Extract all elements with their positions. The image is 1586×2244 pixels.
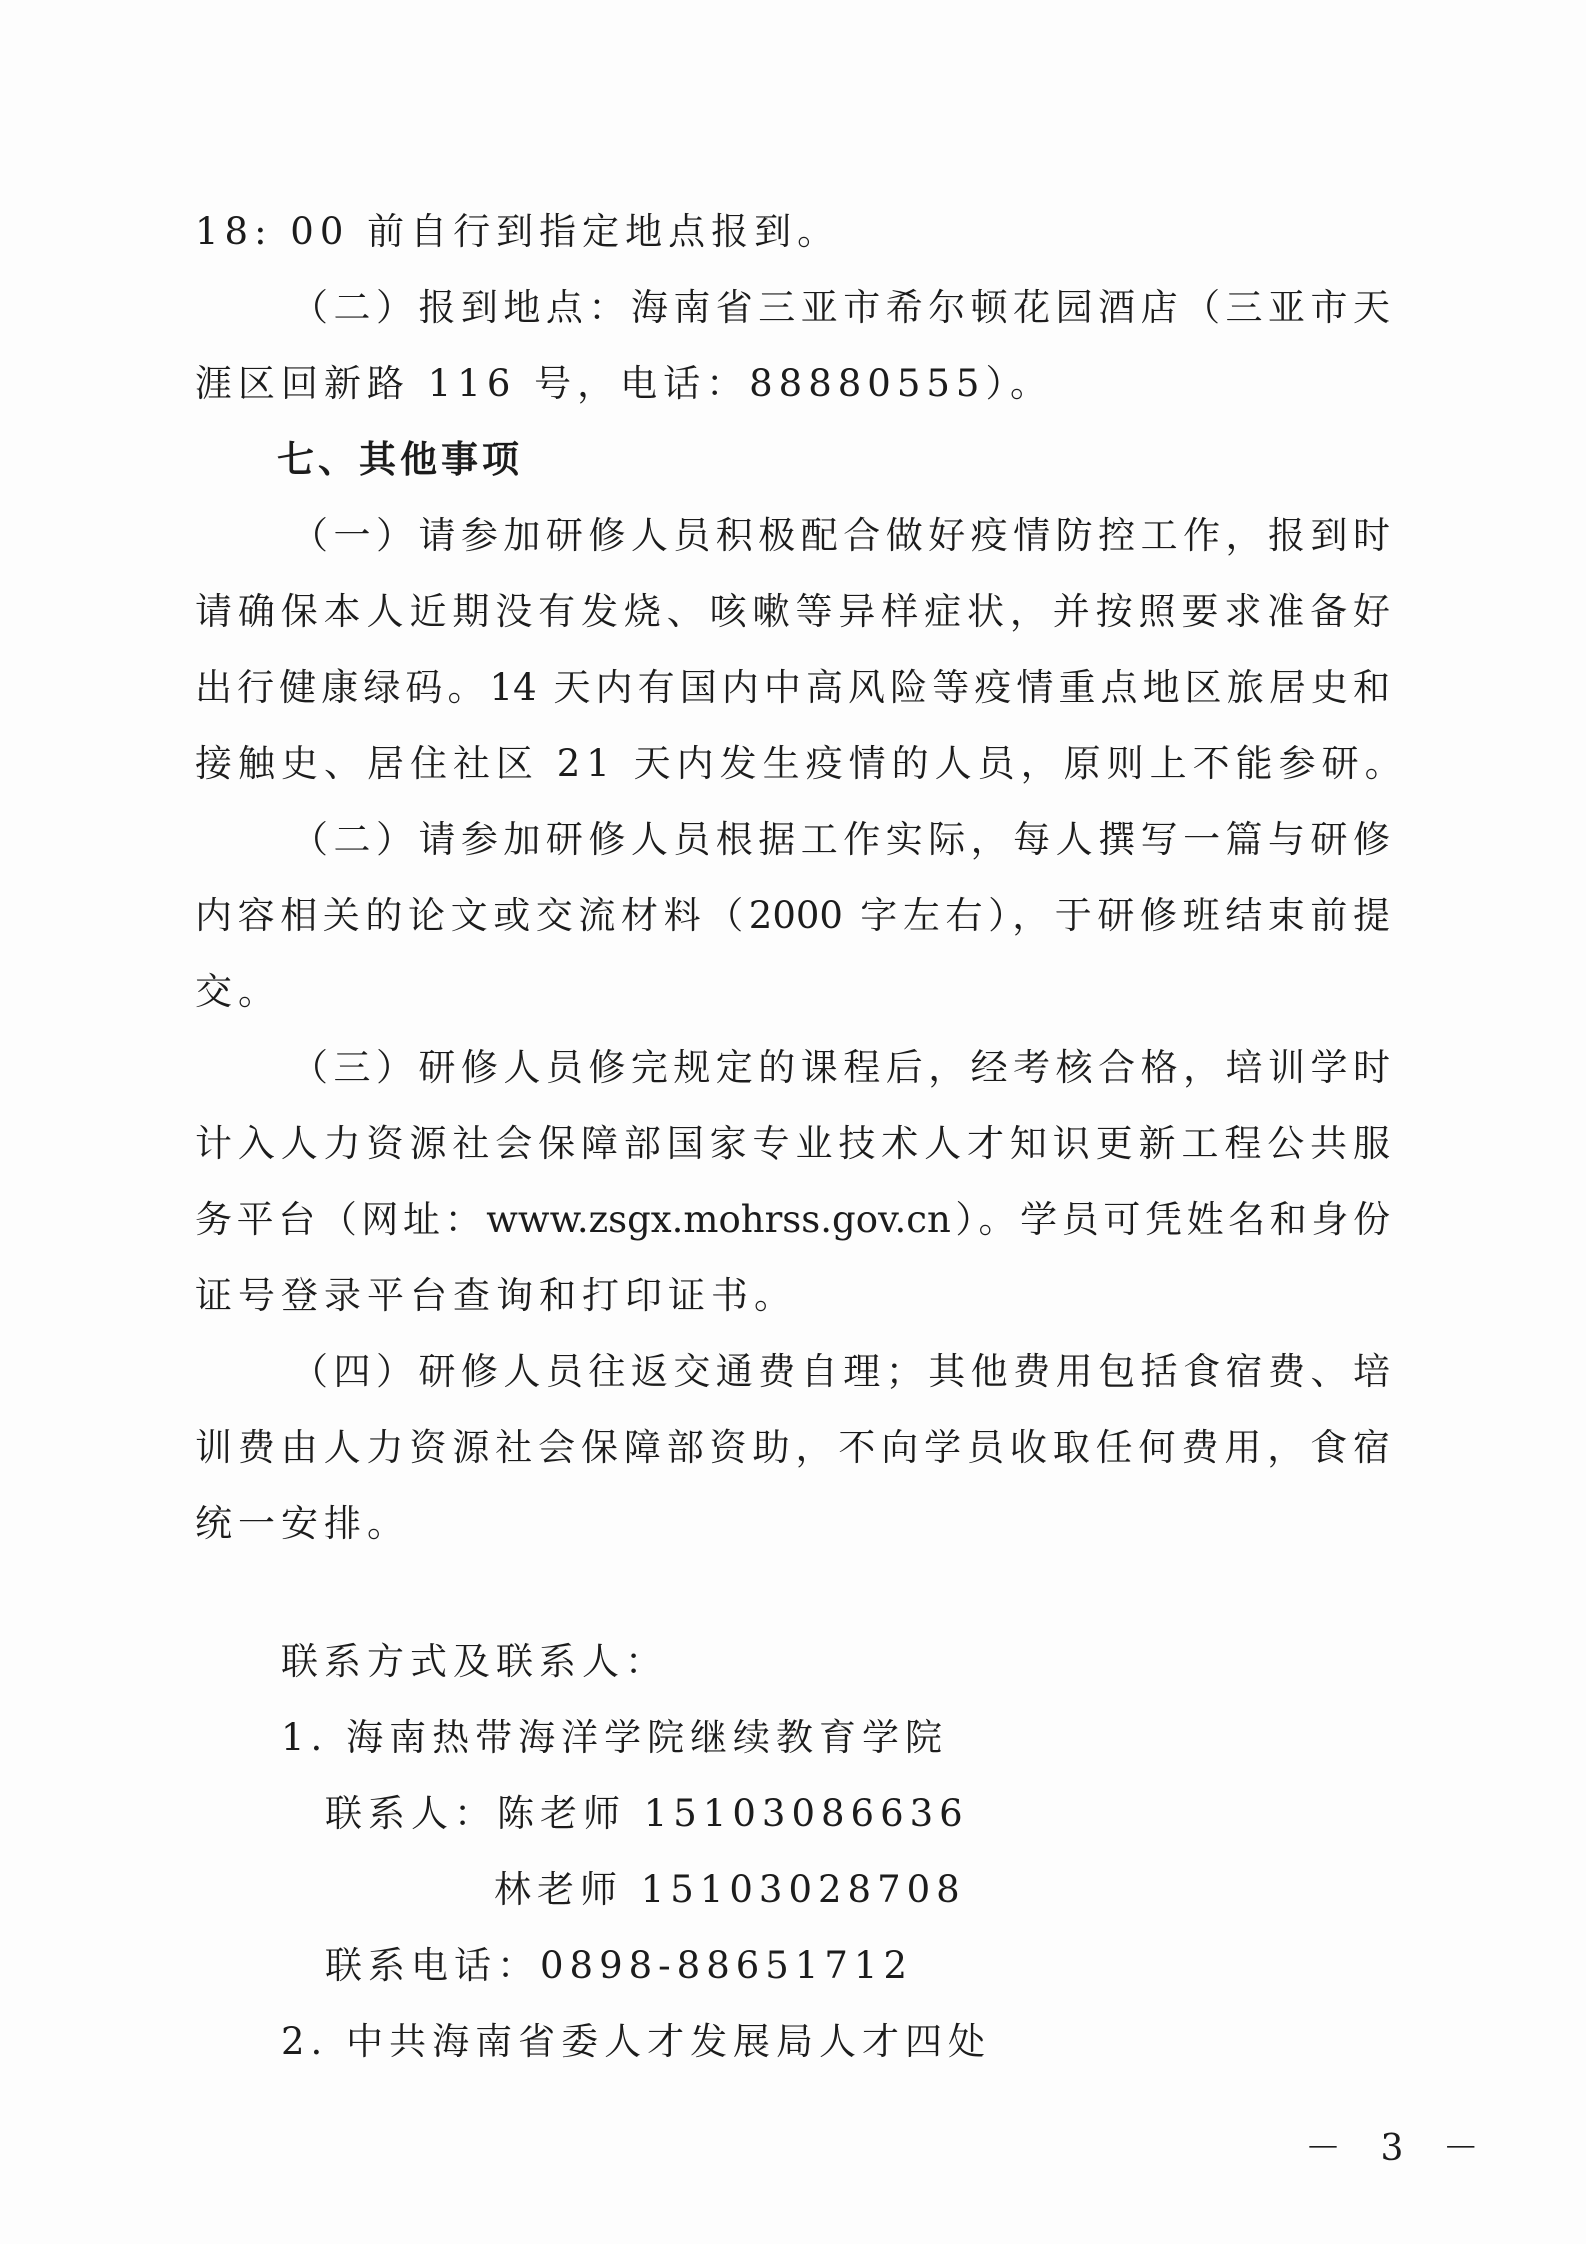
text-line-8: 接触史、居住社区 21 天内发生疫情的人员，原则上不能参研。: [195, 742, 1408, 785]
text-line-16: （四）研修人员往返交通费自理；其他费用包括食宿费、培: [291, 1350, 1390, 1393]
text-line-3: 涯区回新路 116 号，电话：88880555）。: [195, 362, 1053, 405]
text-line-6: 请确保本人近期没有发烧、咳嗽等异样症状，并按照要求准备好: [195, 590, 1390, 633]
text-line-18: 统一安排。: [195, 1502, 410, 1545]
contact-person-lin: 林老师 15103028708: [494, 1868, 966, 1911]
section-heading: 七、其他事项: [277, 438, 523, 481]
text-line-13: 计入人力资源社会保障部国家专业技术人才知识更新工程公共服: [195, 1122, 1390, 1165]
text-line-15: 证号登录平台查询和打印证书。: [195, 1274, 797, 1317]
contact-heading: 联系方式及联系人：: [281, 1640, 668, 1683]
text-line-9: （二）请参加研修人员根据工作实际，每人撰写一篇与研修: [291, 818, 1390, 861]
page-number: － 3 －: [1305, 2128, 1493, 2169]
contact-org-2: 2. 中共海南省委人才发展局人才四处: [281, 2020, 992, 2063]
text-line-10: 内容相关的论文或交流材料（2000 字左右），于研修班结束前提: [195, 894, 1390, 937]
text-line-2: （二）报到地点：海南省三亚市希尔顿花园酒店（三亚市天: [291, 286, 1390, 329]
contact-phone: 联系电话：0898-88651712: [325, 1944, 913, 1987]
contact-org-1: 1. 海南热带海洋学院继续教育学院: [281, 1716, 949, 1759]
text-line-14: 务平台（网址：www.zsgx.mohrss.gov.cn）。学员可凭姓名和身份: [195, 1198, 1390, 1241]
text-line-12: （三）研修人员修完规定的课程后，经考核合格，培训学时: [291, 1046, 1390, 1089]
text-line-5: （一）请参加研修人员积极配合做好疫情防控工作，报到时: [291, 514, 1390, 557]
text-line-1: 18: 00 前自行到指定地点报到。: [195, 210, 841, 253]
text-line-17: 训费由人力资源社会保障部资助，不向学员收取任何费用，食宿: [195, 1426, 1390, 1469]
text-line-7: 出行健康绿码。14 天内有国内中高风险等疫情重点地区旅居史和: [195, 666, 1390, 709]
text-line-11: 交。: [195, 970, 281, 1013]
contact-person-chen: 联系人：陈老师 15103086636: [325, 1792, 969, 1835]
